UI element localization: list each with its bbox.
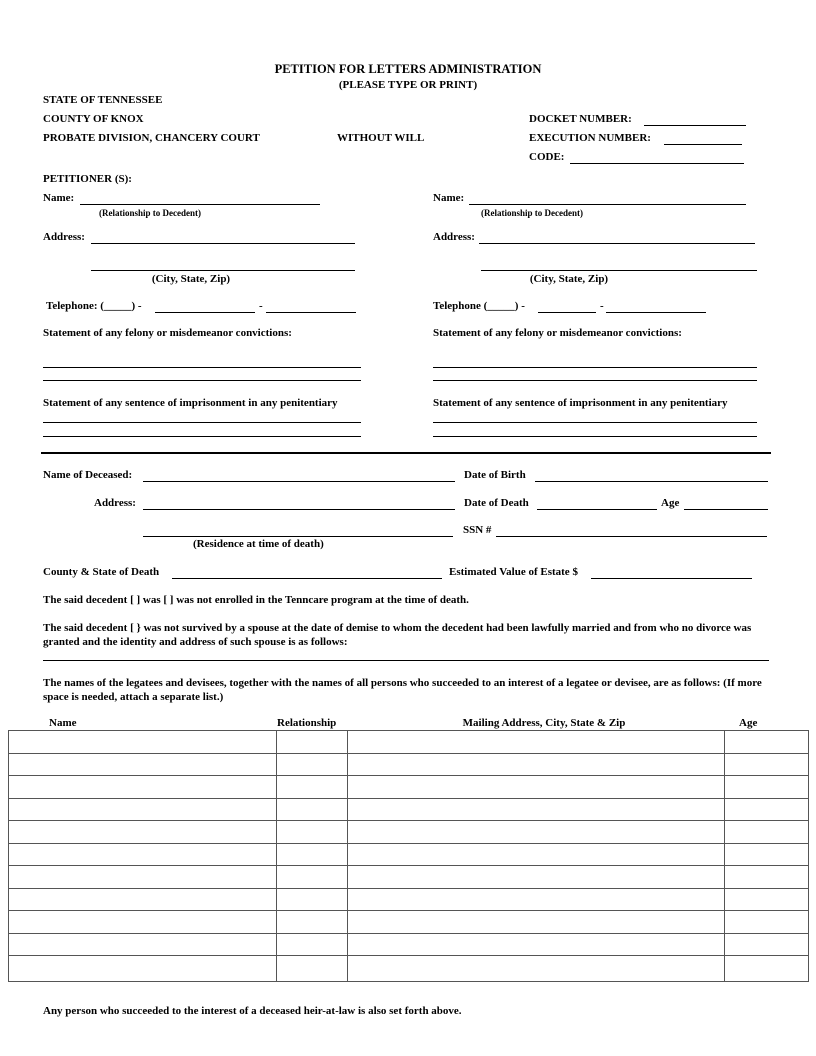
division-label: PROBATE DIVISION, CHANCERY COURT	[43, 132, 260, 144]
address-cell[interactable]	[348, 798, 725, 821]
petitioner1-city-field[interactable]	[91, 270, 355, 271]
address-cell[interactable]	[348, 866, 725, 889]
table-row	[9, 798, 809, 821]
header-relationship: Relationship	[277, 717, 337, 729]
address-cell[interactable]	[348, 933, 725, 956]
table-row	[9, 753, 809, 776]
petitioner2-relationship-caption: (Relationship to Decedent)	[481, 208, 583, 218]
petitioner1-phone-line-field[interactable]	[266, 312, 356, 313]
relationship-cell[interactable]	[277, 776, 348, 799]
relationship-cell[interactable]	[277, 731, 348, 754]
spouse-statement: The said decedent [ } was not survived by a spouse at the date of demise to whom the decedent had been lawfully married and from who no divorce was granted and the identity and address of such spouse is as follows:	[43, 622, 752, 648]
petitioner2-city-field[interactable]	[481, 270, 757, 271]
table-row	[9, 731, 809, 754]
petitioner1-name-field[interactable]	[80, 204, 320, 205]
petitioner2-phone-line-field[interactable]	[606, 312, 706, 313]
petitioner1-relationship-caption: (Relationship to Decedent)	[99, 208, 201, 218]
form-title: PETITION FOR LETTERS ADMINISTRATION	[274, 62, 542, 76]
age-label: Age	[661, 497, 680, 509]
petitioner1-phone-dash: -	[259, 300, 263, 312]
name-cell[interactable]	[9, 753, 277, 776]
name-cell[interactable]	[9, 956, 277, 982]
code-field[interactable]	[570, 163, 744, 164]
legatees-statement: The names of the legatees and devisees, together with the names of all persons who succeeded to an interest of a legatee or devisee, are as follows: (If more space is needed, attach a separate list.)	[43, 677, 762, 703]
address-cell[interactable]	[348, 821, 725, 844]
deceased-name-field[interactable]	[143, 481, 455, 482]
age-cell[interactable]	[725, 731, 809, 754]
petitioner1-felony-line-1[interactable]	[43, 367, 361, 368]
age-cell[interactable]	[725, 888, 809, 911]
address-cell[interactable]	[348, 753, 725, 776]
state-label: STATE OF TENNESSEE	[43, 94, 163, 106]
age-cell[interactable]	[725, 798, 809, 821]
name-cell[interactable]	[9, 821, 277, 844]
header-name: Name	[49, 717, 77, 729]
petitioner1-felony-label: Statement of any felony or misdemeanor convictions:	[43, 327, 292, 339]
petitioner1-phone-prefix-field[interactable]	[155, 312, 255, 313]
petitioner2-imprisonment-line-1[interactable]	[433, 422, 757, 423]
petitioner2-felony-line-2[interactable]	[433, 380, 757, 381]
table-row	[9, 933, 809, 956]
petitioner1-felony-line-2[interactable]	[43, 380, 361, 381]
address-cell[interactable]	[348, 956, 725, 982]
address-cell[interactable]	[348, 776, 725, 799]
table-row	[9, 911, 809, 934]
residence-caption: (Residence at time of death)	[193, 538, 324, 550]
deceased-name-label: Name of Deceased:	[43, 469, 133, 481]
petitioner1-name-label: Name:	[43, 192, 75, 204]
age-cell[interactable]	[725, 843, 809, 866]
petitioner2-phone-prefix-field[interactable]	[538, 312, 596, 313]
section-divider	[41, 452, 771, 454]
address-cell[interactable]	[348, 911, 725, 934]
deceased-residence-field[interactable]	[143, 536, 453, 537]
name-cell[interactable]	[9, 798, 277, 821]
table-row	[9, 843, 809, 866]
petitioner2-name-label: Name:	[433, 192, 465, 204]
code-label: CODE:	[529, 151, 565, 163]
name-cell[interactable]	[9, 888, 277, 911]
legatee-table	[8, 730, 809, 982]
relationship-cell[interactable]	[277, 888, 348, 911]
execution-number-label: EXECUTION NUMBER:	[529, 132, 651, 144]
petitioner1-imprisonment-line-1[interactable]	[43, 422, 361, 423]
relationship-cell[interactable]	[277, 753, 348, 776]
tenncare-statement: The said decedent [ ] was [ ] was not enrolled in the Tenncare program at the time of death.	[43, 594, 469, 606]
name-cell[interactable]	[9, 911, 277, 934]
address-cell[interactable]	[348, 843, 725, 866]
age-cell[interactable]	[725, 776, 809, 799]
address-cell[interactable]	[348, 888, 725, 911]
petitioner1-address-label: Address:	[43, 231, 85, 243]
petitioner2-imprisonment-line-2[interactable]	[433, 436, 757, 437]
petitioner2-felony-label: Statement of any felony or misdemeanor convictions:	[433, 327, 682, 339]
table-row	[9, 888, 809, 911]
address-cell[interactable]	[348, 731, 725, 754]
form-subtitle: (PLEASE TYPE OR PRINT)	[338, 79, 478, 91]
county-state-of-death-label: County & State of Death	[43, 566, 160, 578]
petitioner2-felony-line-1[interactable]	[433, 367, 757, 368]
age-cell[interactable]	[725, 933, 809, 956]
relationship-cell[interactable]	[277, 843, 348, 866]
petitioners-label: PETITIONER (S):	[43, 173, 132, 185]
petitioner2-imprisonment-label: Statement of any sentence of imprisonment in any penitentiary	[433, 397, 728, 409]
docket-number-label: DOCKET NUMBER:	[529, 113, 632, 125]
name-cell[interactable]	[9, 843, 277, 866]
petitioner1-address-field[interactable]	[91, 243, 355, 244]
age-cell[interactable]	[725, 866, 809, 889]
header-mailing-address: Mailing Address, City, State & Zip	[462, 717, 626, 729]
header-age: Age	[739, 717, 758, 729]
petitioner1-imprisonment-line-2[interactable]	[43, 436, 361, 437]
county-label: COUNTY OF KNOX	[43, 113, 144, 125]
petitioner2-name-field[interactable]	[469, 204, 746, 205]
name-cell[interactable]	[9, 866, 277, 889]
ssn-field[interactable]	[496, 536, 767, 537]
age-cell[interactable]	[725, 911, 809, 934]
estate-value-field[interactable]	[591, 578, 752, 579]
ssn-label: SSN #	[463, 524, 492, 536]
footer-note: Any person who succeeded to the interest of a deceased heir-at-law is also set forth above.	[43, 1005, 462, 1017]
name-cell[interactable]	[9, 731, 277, 754]
table-row	[9, 776, 809, 799]
relationship-cell[interactable]	[277, 821, 348, 844]
name-cell[interactable]	[9, 776, 277, 799]
petitioner2-telephone-label: Telephone (_____) -	[433, 300, 525, 312]
petitioner2-phone-dash: -	[600, 300, 604, 312]
table-row	[9, 821, 809, 844]
date-of-death-label: Date of Death	[464, 497, 529, 509]
relationship-cell[interactable]	[277, 798, 348, 821]
spouse-identity-field[interactable]	[43, 660, 769, 661]
petitioner2-address-field[interactable]	[479, 243, 755, 244]
petitioner1-telephone-label: Telephone: (_____) -	[46, 300, 142, 312]
age-cell[interactable]	[725, 753, 809, 776]
age-cell[interactable]	[725, 821, 809, 844]
name-cell[interactable]	[9, 933, 277, 956]
petitioner2-city-caption: (City, State, Zip)	[529, 273, 609, 285]
petitioner1-city-caption: (City, State, Zip)	[151, 273, 231, 285]
date-of-death-field[interactable]	[537, 509, 657, 510]
petitioner1-imprisonment-label: Statement of any sentence of imprisonment in any penitentiary	[43, 397, 338, 409]
table-row	[9, 866, 809, 889]
deceased-address-label: Address:	[94, 497, 136, 509]
relationship-cell[interactable]	[277, 911, 348, 934]
relationship-cell[interactable]	[277, 956, 348, 982]
date-of-birth-label: Date of Birth	[464, 469, 526, 481]
relationship-cell[interactable]	[277, 933, 348, 956]
petitioner2-address-label: Address:	[433, 231, 475, 243]
will-status-label: WITHOUT WILL	[337, 132, 425, 144]
execution-number-field[interactable]	[664, 144, 742, 145]
table-row	[9, 956, 809, 982]
age-cell[interactable]	[725, 956, 809, 982]
estate-value-label: Estimated Value of Estate $	[449, 566, 578, 578]
date-of-birth-field[interactable]	[535, 481, 768, 482]
age-field[interactable]	[684, 509, 768, 510]
county-state-of-death-field[interactable]	[172, 578, 442, 579]
docket-number-field[interactable]	[644, 125, 746, 126]
relationship-cell[interactable]	[277, 866, 348, 889]
deceased-address-field[interactable]	[143, 509, 455, 510]
